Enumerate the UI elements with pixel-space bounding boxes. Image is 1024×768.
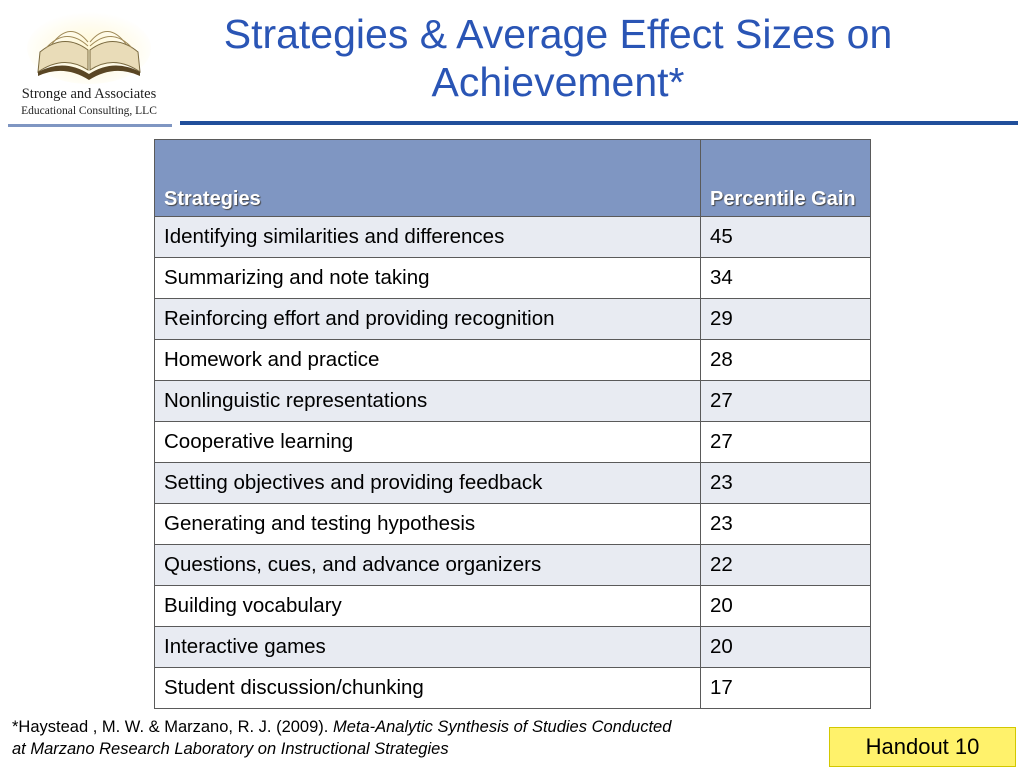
citation-title-part-2: at Marzano Research Laboratory on Instructional Strategies (12, 740, 449, 758)
table-row (155, 586, 871, 627)
table-row (155, 668, 871, 709)
strategy-cell: Setting objectives and providing feedback (155, 463, 701, 504)
gain-cell: 34 (701, 258, 871, 299)
strategy-cell: Building vocabulary (155, 586, 701, 627)
strategy-cell: Identifying similarities and differences (155, 217, 701, 258)
strategy-cell: Generating and testing hypothesis (155, 504, 701, 545)
table-row (155, 463, 871, 504)
handout-label: Handout 10 (829, 727, 1016, 767)
table-row (155, 627, 871, 668)
page-title (178, 10, 938, 106)
gain-cell: 27 (701, 381, 871, 422)
strategy-cell: Student discussion/chunking (155, 668, 701, 709)
gain-cell: 28 (701, 340, 871, 381)
header-strategies: Strategies (155, 140, 701, 217)
strategy-cell: Questions, cues, and advance organizers (155, 545, 701, 586)
gain-cell: 20 (701, 627, 871, 668)
logo-company-name: Stronge and Associates (21, 86, 157, 102)
table-row (155, 299, 871, 340)
table-body (155, 217, 871, 709)
header-percentile-gain: Percentile Gain (701, 140, 871, 217)
gain-cell: 22 (701, 545, 871, 586)
table-row (155, 258, 871, 299)
gain-cell: 27 (701, 422, 871, 463)
strategy-cell: Summarizing and note taking (155, 258, 701, 299)
table-row (155, 340, 871, 381)
gain-cell: 17 (701, 668, 871, 709)
company-logo (4, 4, 174, 128)
title-line-2: Achievement* (431, 59, 685, 105)
strategy-cell: Homework and practice (155, 340, 701, 381)
strategy-cell: Interactive games (155, 627, 701, 668)
gain-cell: 45 (701, 217, 871, 258)
strategy-cell: Cooperative learning (155, 422, 701, 463)
table-row (155, 422, 871, 463)
citation-authors: *Haystead , M. W. & Marzano, R. J. (2009). (12, 718, 333, 736)
gain-cell: 29 (701, 299, 871, 340)
table-row (155, 504, 871, 545)
strategies-table (154, 139, 871, 709)
strategy-cell: Nonlinguistic representations (155, 381, 701, 422)
logo-divider (8, 124, 172, 127)
table-row (155, 381, 871, 422)
logo-company-subtitle: Educational Consulting, LLC (21, 105, 157, 117)
title-line-1: Strategies & Average Effect Sizes on (223, 11, 893, 57)
title-divider (180, 121, 1018, 125)
open-book-icon (26, 6, 152, 86)
table-row (155, 217, 871, 258)
table-header-row (155, 140, 871, 217)
table-row (155, 545, 871, 586)
gain-cell: 20 (701, 586, 871, 627)
citation-title-part-1: Meta-Analytic Synthesis of Studies Conducted (332, 718, 672, 736)
citation-footnote (12, 716, 822, 760)
gain-cell: 23 (701, 504, 871, 545)
strategy-cell: Reinforcing effort and providing recognition (155, 299, 701, 340)
gain-cell: 23 (701, 463, 871, 504)
